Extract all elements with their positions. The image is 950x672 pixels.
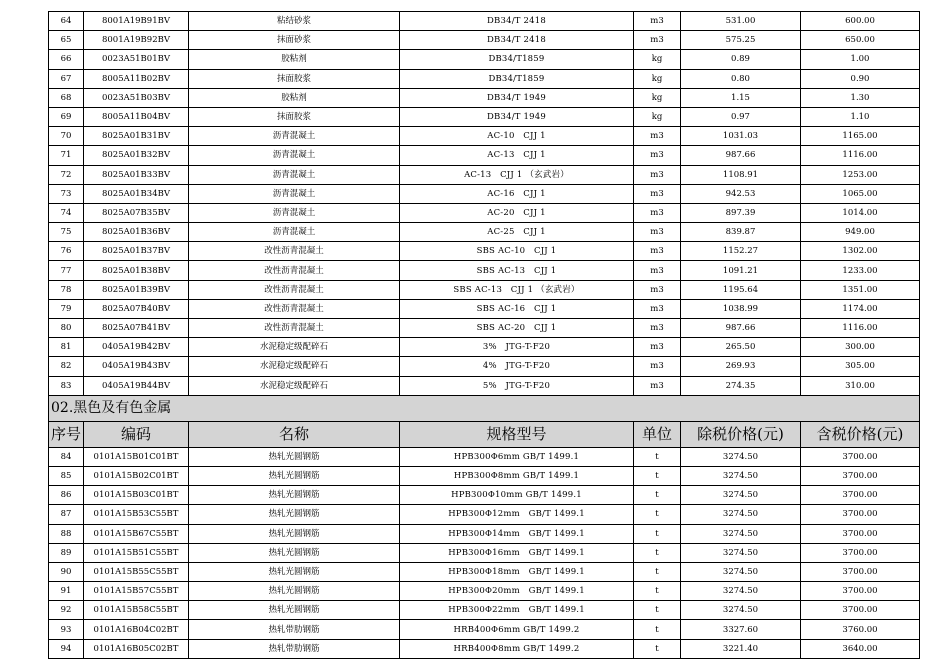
- table-row: [49, 299, 920, 318]
- table-body-top: [49, 12, 920, 396]
- cell-spec[interactable]: HPB300Φ16mm GB/T 1499.1: [400, 543, 634, 562]
- cell-name[interactable]: 沥青混凝土: [189, 165, 400, 184]
- cell-code[interactable]: 0101A15B03C01BT: [84, 486, 189, 505]
- price-table: [48, 11, 920, 659]
- table-row: [49, 203, 920, 222]
- cell-price-inc-tax[interactable]: 305.00: [801, 357, 920, 376]
- table-row: [49, 620, 920, 639]
- cell-price-ex-tax[interactable]: 839.87: [681, 223, 801, 242]
- cell-code[interactable]: 0101A15B67C55BT: [84, 524, 189, 543]
- cell-code[interactable]: 8025A01B31BV: [84, 127, 189, 146]
- cell-name[interactable]: 改性沥青混凝土: [189, 242, 400, 261]
- column-header-row: [49, 421, 920, 447]
- cell-no[interactable]: 69: [49, 107, 84, 126]
- cell-price-inc-tax[interactable]: 1116.00: [801, 146, 920, 165]
- cell-spec[interactable]: DB34/T1859: [400, 69, 634, 88]
- cell-price-ex-tax[interactable]: 3274.50: [681, 582, 801, 601]
- table-row: [49, 466, 920, 485]
- cell-price-inc-tax[interactable]: 650.00: [801, 31, 920, 50]
- table-row: [49, 31, 920, 50]
- cell-name[interactable]: 热轧带肋钢筋: [189, 639, 400, 658]
- cell-price-inc-tax[interactable]: 1014.00: [801, 203, 920, 222]
- cell-spec[interactable]: HPB300Φ18mm GB/T 1499.1: [400, 562, 634, 581]
- cell-price-inc-tax[interactable]: 1233.00: [801, 261, 920, 280]
- cell-code[interactable]: 0101A15B02C01BT: [84, 466, 189, 485]
- cell-unit[interactable]: m3: [634, 127, 681, 146]
- cell-price-inc-tax[interactable]: 3760.00: [801, 620, 920, 639]
- table-row: [49, 582, 920, 601]
- cell-spec[interactable]: HPB300Φ14mm GB/T 1499.1: [400, 524, 634, 543]
- cell-unit[interactable]: m3: [634, 280, 681, 299]
- cell-name[interactable]: 粘结砂浆: [189, 12, 400, 31]
- cell-price-ex-tax[interactable]: 575.25: [681, 31, 801, 50]
- cell-price-inc-tax[interactable]: 1302.00: [801, 242, 920, 261]
- cell-name[interactable]: 热轧光圆钢筋: [189, 543, 400, 562]
- cell-code[interactable]: 8025A07B40BV: [84, 299, 189, 318]
- table-row: [49, 223, 920, 242]
- cell-price-inc-tax[interactable]: 1.00: [801, 50, 920, 69]
- cell-price-ex-tax[interactable]: 3274.50: [681, 486, 801, 505]
- cell-code[interactable]: 8025A01B33BV: [84, 165, 189, 184]
- cell-no[interactable]: 94: [49, 639, 84, 658]
- cell-unit[interactable]: m3: [634, 146, 681, 165]
- cell-no[interactable]: 66: [49, 50, 84, 69]
- header-no[interactable]: 序号: [49, 421, 84, 447]
- cell-spec[interactable]: SBS AC-13 CJJ 1: [400, 261, 634, 280]
- cell-price-ex-tax[interactable]: 3274.50: [681, 505, 801, 524]
- cell-spec[interactable]: SBS AC-10 CJJ 1: [400, 242, 634, 261]
- cell-name[interactable]: 热轧光圆钢筋: [189, 524, 400, 543]
- cell-name[interactable]: 热轧光圆钢筋: [189, 582, 400, 601]
- header-unit[interactable]: 单位: [634, 421, 681, 447]
- table-row: [49, 184, 920, 203]
- cell-price-ex-tax[interactable]: 3274.50: [681, 543, 801, 562]
- cell-spec[interactable]: SBS AC-16 CJJ 1: [400, 299, 634, 318]
- cell-no[interactable]: 75: [49, 223, 84, 242]
- table-row: [49, 50, 920, 69]
- cell-price-ex-tax[interactable]: 1152.27: [681, 242, 801, 261]
- header-spec[interactable]: 规格型号: [400, 421, 634, 447]
- cell-price-ex-tax[interactable]: 0.97: [681, 107, 801, 126]
- cell-name[interactable]: 沥青混凝土: [189, 223, 400, 242]
- cell-spec[interactable]: DB34/T 2418: [400, 31, 634, 50]
- cell-name[interactable]: 热轧带肋钢筋: [189, 620, 400, 639]
- cell-no[interactable]: 87: [49, 505, 84, 524]
- section-header-row: [49, 395, 920, 421]
- cell-spec[interactable]: AC-13 CJJ 1 （玄武岩）: [400, 165, 634, 184]
- cell-price-inc-tax[interactable]: 1116.00: [801, 319, 920, 338]
- cell-code[interactable]: 8005A11B02BV: [84, 69, 189, 88]
- cell-unit[interactable]: m3: [634, 165, 681, 184]
- table-row: [49, 338, 920, 357]
- cell-code[interactable]: 0405A19B44BV: [84, 376, 189, 395]
- cell-price-inc-tax[interactable]: 1165.00: [801, 127, 920, 146]
- cell-unit[interactable]: m3: [634, 12, 681, 31]
- cell-code[interactable]: 8005A11B04BV: [84, 107, 189, 126]
- cell-name[interactable]: 热轧光圆钢筋: [189, 562, 400, 581]
- cell-price-ex-tax[interactable]: 531.00: [681, 12, 801, 31]
- cell-price-ex-tax[interactable]: 265.50: [681, 338, 801, 357]
- cell-spec[interactable]: DB34/T 1949: [400, 107, 634, 126]
- cell-price-inc-tax[interactable]: 3640.00: [801, 639, 920, 658]
- cell-price-ex-tax[interactable]: 987.66: [681, 146, 801, 165]
- cell-unit[interactable]: t: [634, 582, 681, 601]
- cell-spec[interactable]: 5% JTG-T-F20: [400, 376, 634, 395]
- cell-unit[interactable]: t: [634, 601, 681, 620]
- section-title[interactable]: 02.黑色及有色金属: [49, 395, 920, 421]
- table-row: [49, 127, 920, 146]
- cell-price-ex-tax[interactable]: 274.35: [681, 376, 801, 395]
- table-row: [49, 242, 920, 261]
- cell-unit[interactable]: kg: [634, 88, 681, 107]
- cell-code[interactable]: 0101A16B05C02BT: [84, 639, 189, 658]
- cell-name[interactable]: 改性沥青混凝土: [189, 299, 400, 318]
- cell-no[interactable]: 91: [49, 582, 84, 601]
- cell-price-ex-tax[interactable]: 1091.21: [681, 261, 801, 280]
- cell-code[interactable]: 8025A01B37BV: [84, 242, 189, 261]
- cell-unit[interactable]: kg: [634, 69, 681, 88]
- table-row: [49, 280, 920, 299]
- cell-price-inc-tax[interactable]: 1351.00: [801, 280, 920, 299]
- cell-code[interactable]: 8025A01B32BV: [84, 146, 189, 165]
- cell-spec[interactable]: AC-10 CJJ 1: [400, 127, 634, 146]
- cell-no[interactable]: 64: [49, 12, 84, 31]
- cell-price-inc-tax[interactable]: 1.30: [801, 88, 920, 107]
- cell-price-ex-tax[interactable]: 1038.99: [681, 299, 801, 318]
- cell-price-ex-tax[interactable]: 1195.64: [681, 280, 801, 299]
- cell-code[interactable]: 0101A15B01C01BT: [84, 447, 189, 466]
- cell-price-ex-tax[interactable]: 3274.50: [681, 524, 801, 543]
- table-row: [49, 319, 920, 338]
- cell-price-inc-tax[interactable]: 3700.00: [801, 505, 920, 524]
- table-row: [49, 376, 920, 395]
- cell-code[interactable]: 8025A07B41BV: [84, 319, 189, 338]
- cell-unit[interactable]: m3: [634, 376, 681, 395]
- table-body-bottom: [49, 447, 920, 658]
- table-row: [49, 261, 920, 280]
- cell-no[interactable]: 92: [49, 601, 84, 620]
- cell-code[interactable]: 0101A16B04C02BT: [84, 620, 189, 639]
- cell-no[interactable]: 90: [49, 562, 84, 581]
- cell-name[interactable]: 抹面砂浆: [189, 31, 400, 50]
- cell-price-inc-tax[interactable]: 3700.00: [801, 486, 920, 505]
- cell-unit[interactable]: t: [634, 466, 681, 485]
- cell-spec[interactable]: HPB300Φ6mm GB/T 1499.1: [400, 447, 634, 466]
- cell-unit[interactable]: t: [634, 562, 681, 581]
- cell-unit[interactable]: t: [634, 486, 681, 505]
- cell-price-inc-tax[interactable]: 3700.00: [801, 562, 920, 581]
- table-row: [49, 12, 920, 31]
- cell-name[interactable]: 水泥稳定级配碎石: [189, 338, 400, 357]
- cell-price-inc-tax[interactable]: 3700.00: [801, 447, 920, 466]
- cell-price-inc-tax[interactable]: 1253.00: [801, 165, 920, 184]
- cell-code[interactable]: 8025A01B38BV: [84, 261, 189, 280]
- cell-price-ex-tax[interactable]: 3274.50: [681, 601, 801, 620]
- cell-name[interactable]: 沥青混凝土: [189, 184, 400, 203]
- cell-spec[interactable]: AC-20 CJJ 1: [400, 203, 634, 222]
- cell-price-ex-tax[interactable]: 987.66: [681, 319, 801, 338]
- cell-spec[interactable]: HPB300Φ12mm GB/T 1499.1: [400, 505, 634, 524]
- cell-code[interactable]: 8001A19B91BV: [84, 12, 189, 31]
- cell-no[interactable]: 76: [49, 242, 84, 261]
- cell-code[interactable]: 0101A15B53C55BT: [84, 505, 189, 524]
- cell-unit[interactable]: m3: [634, 203, 681, 222]
- cell-code[interactable]: 0101A15B57C55BT: [84, 582, 189, 601]
- cell-name[interactable]: 水泥稳定级配碎石: [189, 376, 400, 395]
- cell-unit[interactable]: kg: [634, 50, 681, 69]
- cell-spec[interactable]: 4% JTG-T-F20: [400, 357, 634, 376]
- table-row: [49, 107, 920, 126]
- cell-spec[interactable]: HPB300Φ20mm GB/T 1499.1: [400, 582, 634, 601]
- cell-price-inc-tax[interactable]: 3700.00: [801, 466, 920, 485]
- cell-unit[interactable]: t: [634, 447, 681, 466]
- cell-price-ex-tax[interactable]: 3274.50: [681, 447, 801, 466]
- cell-price-ex-tax[interactable]: 3221.40: [681, 639, 801, 658]
- cell-no[interactable]: 78: [49, 280, 84, 299]
- cell-no[interactable]: 71: [49, 146, 84, 165]
- cell-price-ex-tax[interactable]: 0.89: [681, 50, 801, 69]
- cell-code[interactable]: 8025A01B34BV: [84, 184, 189, 203]
- cell-name[interactable]: 改性沥青混凝土: [189, 261, 400, 280]
- cell-price-ex-tax[interactable]: 942.53: [681, 184, 801, 203]
- cell-no[interactable]: 85: [49, 466, 84, 485]
- cell-unit[interactable]: t: [634, 505, 681, 524]
- cell-code[interactable]: 8025A01B36BV: [84, 223, 189, 242]
- cell-unit[interactable]: m3: [634, 299, 681, 318]
- cell-name[interactable]: 热轧光圆钢筋: [189, 466, 400, 485]
- cell-name[interactable]: 热轧光圆钢筋: [189, 486, 400, 505]
- cell-no[interactable]: 84: [49, 447, 84, 466]
- cell-spec[interactable]: SBS AC-20 CJJ 1: [400, 319, 634, 338]
- cell-unit[interactable]: m3: [634, 242, 681, 261]
- cell-unit[interactable]: t: [634, 524, 681, 543]
- cell-code[interactable]: 0101A15B58C55BT: [84, 601, 189, 620]
- cell-price-inc-tax[interactable]: 300.00: [801, 338, 920, 357]
- cell-price-inc-tax[interactable]: 3700.00: [801, 543, 920, 562]
- cell-no[interactable]: 74: [49, 203, 84, 222]
- cell-spec[interactable]: HPB300Φ10mm GB/T 1499.1: [400, 486, 634, 505]
- header-price-ex-tax[interactable]: 除税价格(元): [681, 421, 801, 447]
- cell-code[interactable]: 0101A15B55C55BT: [84, 562, 189, 581]
- cell-name[interactable]: 沥青混凝土: [189, 203, 400, 222]
- cell-no[interactable]: 82: [49, 357, 84, 376]
- cell-no[interactable]: 88: [49, 524, 84, 543]
- cell-no[interactable]: 93: [49, 620, 84, 639]
- table-row: [49, 447, 920, 466]
- table-row: [49, 505, 920, 524]
- cell-spec[interactable]: DB34/T 1949: [400, 88, 634, 107]
- table-row: [49, 639, 920, 658]
- cell-unit[interactable]: m3: [634, 31, 681, 50]
- cell-unit[interactable]: t: [634, 620, 681, 639]
- table-row: [49, 88, 920, 107]
- cell-no[interactable]: 83: [49, 376, 84, 395]
- cell-price-ex-tax[interactable]: 897.39: [681, 203, 801, 222]
- cell-code[interactable]: 0023A51B03BV: [84, 88, 189, 107]
- cell-spec[interactable]: HPB300Φ22mm GB/T 1499.1: [400, 601, 634, 620]
- cell-price-ex-tax[interactable]: 0.80: [681, 69, 801, 88]
- cell-name[interactable]: 沥青混凝土: [189, 146, 400, 165]
- table-row: [49, 486, 920, 505]
- header-price-inc-tax[interactable]: 含税价格(元): [801, 421, 920, 447]
- cell-name[interactable]: 改性沥青混凝土: [189, 319, 400, 338]
- cell-price-ex-tax[interactable]: 3274.50: [681, 562, 801, 581]
- cell-no[interactable]: 67: [49, 69, 84, 88]
- cell-spec[interactable]: SBS AC-13 CJJ 1 （玄武岩）: [400, 280, 634, 299]
- cell-code[interactable]: 0405A19B42BV: [84, 338, 189, 357]
- cell-no[interactable]: 73: [49, 184, 84, 203]
- cell-name[interactable]: 抹面胶浆: [189, 69, 400, 88]
- cell-spec[interactable]: AC-25 CJJ 1: [400, 223, 634, 242]
- cell-no[interactable]: 72: [49, 165, 84, 184]
- cell-name[interactable]: 水泥稳定级配碎石: [189, 357, 400, 376]
- cell-name[interactable]: 胶粘剂: [189, 50, 400, 69]
- cell-unit[interactable]: m3: [634, 223, 681, 242]
- cell-spec[interactable]: AC-13 CJJ 1: [400, 146, 634, 165]
- cell-price-inc-tax[interactable]: 3700.00: [801, 524, 920, 543]
- cell-spec[interactable]: DB34/T 2418: [400, 12, 634, 31]
- cell-price-inc-tax[interactable]: 1.10: [801, 107, 920, 126]
- cell-no[interactable]: 68: [49, 88, 84, 107]
- cell-no[interactable]: 79: [49, 299, 84, 318]
- table-row: [49, 543, 920, 562]
- cell-spec[interactable]: AC-16 CJJ 1: [400, 184, 634, 203]
- cell-price-inc-tax[interactable]: 310.00: [801, 376, 920, 395]
- cell-spec[interactable]: 3% JTG-T-F20: [400, 338, 634, 357]
- cell-price-inc-tax[interactable]: 1174.00: [801, 299, 920, 318]
- cell-spec[interactable]: DB34/T1859: [400, 50, 634, 69]
- cell-price-inc-tax[interactable]: 3700.00: [801, 582, 920, 601]
- cell-no[interactable]: 89: [49, 543, 84, 562]
- cell-unit[interactable]: m3: [634, 357, 681, 376]
- cell-price-ex-tax[interactable]: 3327.60: [681, 620, 801, 639]
- header-name[interactable]: 名称: [189, 421, 400, 447]
- cell-price-inc-tax[interactable]: 0.90: [801, 69, 920, 88]
- cell-no[interactable]: 77: [49, 261, 84, 280]
- table-row: [49, 146, 920, 165]
- table-row: [49, 601, 920, 620]
- cell-price-ex-tax[interactable]: 1031.03: [681, 127, 801, 146]
- cell-name[interactable]: 热轧光圆钢筋: [189, 505, 400, 524]
- cell-no[interactable]: 80: [49, 319, 84, 338]
- table-row: [49, 165, 920, 184]
- cell-name[interactable]: 热轧光圆钢筋: [189, 447, 400, 466]
- cell-unit[interactable]: kg: [634, 107, 681, 126]
- cell-no[interactable]: 86: [49, 486, 84, 505]
- cell-name[interactable]: 胶粘剂: [189, 88, 400, 107]
- cell-price-ex-tax[interactable]: 1108.91: [681, 165, 801, 184]
- table-row: [49, 562, 920, 581]
- cell-price-ex-tax[interactable]: 269.93: [681, 357, 801, 376]
- cell-code[interactable]: 8001A19B92BV: [84, 31, 189, 50]
- cell-name[interactable]: 沥青混凝土: [189, 127, 400, 146]
- cell-name[interactable]: 抹面胶浆: [189, 107, 400, 126]
- cell-unit[interactable]: m3: [634, 338, 681, 357]
- cell-price-ex-tax[interactable]: 3274.50: [681, 466, 801, 485]
- cell-unit[interactable]: m3: [634, 261, 681, 280]
- cell-name[interactable]: 热轧光圆钢筋: [189, 601, 400, 620]
- cell-unit[interactable]: t: [634, 639, 681, 658]
- cell-code[interactable]: 0101A15B51C55BT: [84, 543, 189, 562]
- cell-code[interactable]: 8025A01B39BV: [84, 280, 189, 299]
- cell-spec[interactable]: HPB300Φ8mm GB/T 1499.1: [400, 466, 634, 485]
- table-row: [49, 524, 920, 543]
- cell-code[interactable]: 0405A19B43BV: [84, 357, 189, 376]
- cell-spec[interactable]: HRB400Φ8mm GB/T 1499.2: [400, 639, 634, 658]
- cell-price-inc-tax[interactable]: 3700.00: [801, 601, 920, 620]
- cell-spec[interactable]: HRB400Φ6mm GB/T 1499.2: [400, 620, 634, 639]
- cell-no[interactable]: 65: [49, 31, 84, 50]
- table-row: [49, 69, 920, 88]
- header-code[interactable]: 编码: [84, 421, 189, 447]
- cell-no[interactable]: 81: [49, 338, 84, 357]
- cell-price-inc-tax[interactable]: 949.00: [801, 223, 920, 242]
- cell-name[interactable]: 改性沥青混凝土: [189, 280, 400, 299]
- cell-price-ex-tax[interactable]: 1.15: [681, 88, 801, 107]
- cell-unit[interactable]: m3: [634, 319, 681, 338]
- cell-price-inc-tax[interactable]: 600.00: [801, 12, 920, 31]
- cell-code[interactable]: 8025A07B35BV: [84, 203, 189, 222]
- cell-no[interactable]: 70: [49, 127, 84, 146]
- cell-code[interactable]: 0023A51B01BV: [84, 50, 189, 69]
- cell-unit[interactable]: t: [634, 543, 681, 562]
- table-row: [49, 357, 920, 376]
- cell-unit[interactable]: m3: [634, 184, 681, 203]
- cell-price-inc-tax[interactable]: 1065.00: [801, 184, 920, 203]
